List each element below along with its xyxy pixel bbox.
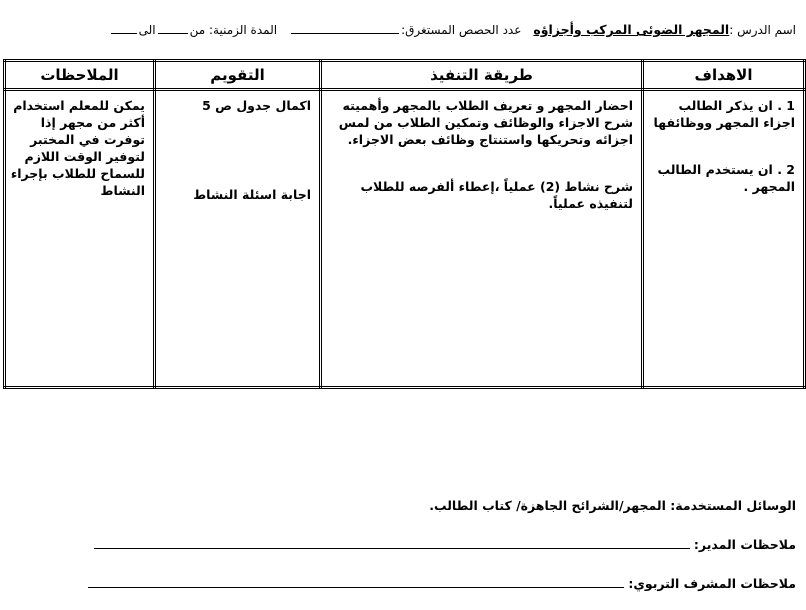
header-evaluation: التقويم (155, 61, 321, 90)
objective-1: 1 . ان يذكر الطالب اجزاء المجهر ووظائفها (653, 98, 795, 130)
header-objectives: الاهداف (643, 61, 805, 90)
notes-cell (5, 90, 155, 388)
evaluation-1: اكمال جدول ص 5 (202, 98, 311, 113)
header-notes: الملاحظات (5, 61, 155, 90)
evaluation-cell (155, 90, 321, 388)
header-method: طريقة التنفيذ (321, 61, 643, 90)
principal-notes-line[interactable] (94, 536, 690, 549)
supervisor-notes-line[interactable] (88, 575, 624, 588)
method-2: شرح نشاط (2) عملياً ،إعطاء ألفرصه للطلاب لتنفيذه عملياً. (360, 179, 633, 211)
lesson-title: المجهر الضوئى المركب وأجزاؤه (533, 22, 730, 37)
duration-label: المدة الزمنية: من (189, 23, 278, 37)
objectives-cell (643, 90, 805, 388)
principal-label: ملاحظات المدير: (693, 537, 796, 552)
lesson-plan-table (3, 59, 806, 389)
method-cell (321, 90, 643, 388)
periods-blank[interactable] (291, 33, 399, 34)
lesson-header (10, 22, 796, 37)
supervisor-notes (10, 575, 796, 591)
supervisor-label: ملاحظات المشرف التربوي: (628, 576, 796, 591)
principal-notes (10, 536, 796, 552)
lesson-label: اسم الدرس : (729, 23, 796, 37)
method-1: احضار المجهر و تعريف الطلاب بالمجهر وأهميته شرح الاجزاء والوظائف وتمكين الطلاب من لمس اجزائه وتحريكها واستنتاج وظائف بعض الاجزاء. (338, 98, 633, 147)
objective-2: 2 . ان يستخدم الطالب المجهر . (657, 162, 795, 194)
periods-label: عدد الحصص المستغرق: (401, 23, 522, 37)
duration-to-blank[interactable] (111, 33, 137, 34)
to-label: الى (138, 23, 156, 37)
evaluation-2: اجابة اسئلة النشاط (193, 187, 311, 202)
notes-text: يمكن للمعلم استخدام أكثر من مجهر إذا توفرت في المختبر لتوفير الوقت اللازم للسماح للطلاب بإجراء النشاط (10, 98, 145, 198)
duration-from-blank[interactable] (158, 33, 188, 34)
tools-line: الوسائل المستخدمة: المجهر/الشرائح الجاهزة/ كتاب الطالب. (429, 498, 796, 513)
table-header-row (5, 61, 805, 90)
table-row (5, 90, 805, 388)
